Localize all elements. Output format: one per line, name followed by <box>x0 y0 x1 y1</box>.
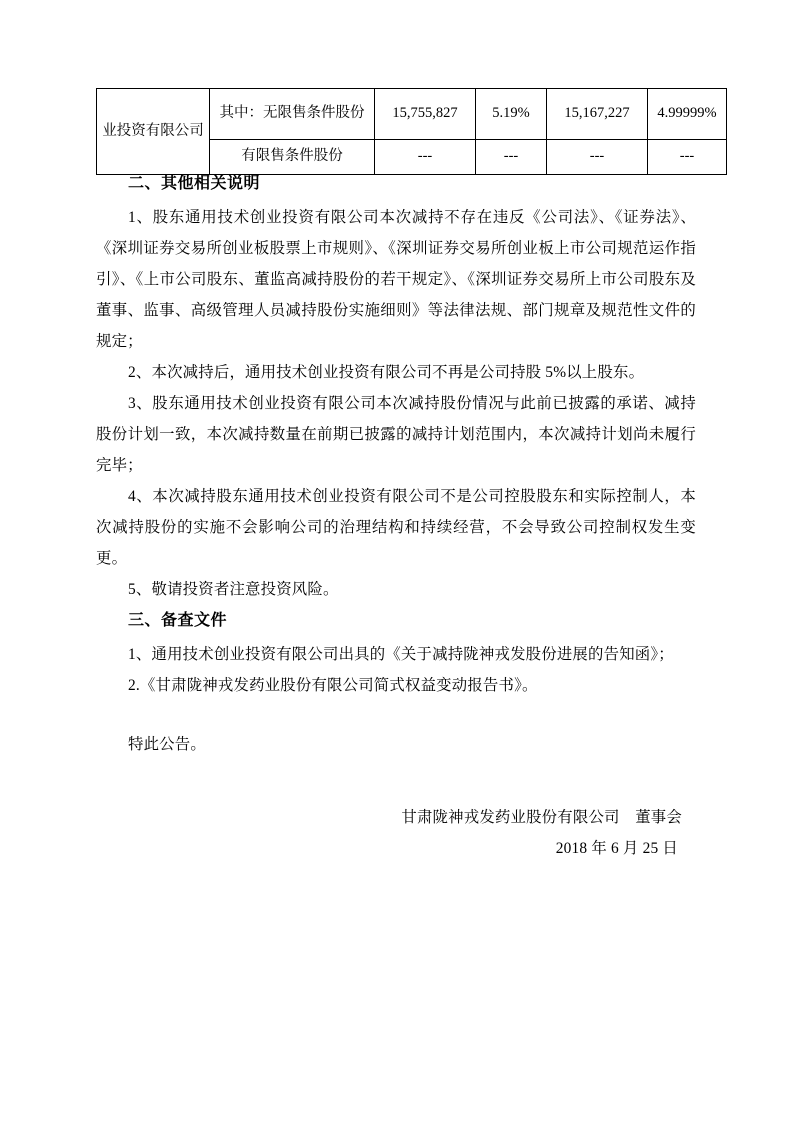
cell-share-type: 其中：无限售条件股份 <box>210 89 375 140</box>
table-row <box>97 89 727 140</box>
cell-after-pct: 4.99999% <box>648 89 727 140</box>
cell-before-count: 15,755,827 <box>375 89 476 140</box>
document-body <box>96 168 696 864</box>
signature-date: 2018 年 6 月 25 日 <box>555 840 678 857</box>
section-two-item-3: 3、股东通用技术创业投资有限公司本次减持股份情况与此前已披露的承诺、减持股份计划一致，本次减持数量在前期已披露的减持计划范围内，本次减持计划尚未履行完毕； <box>96 395 696 474</box>
section-two-item-4: 4、本次减持股东通用技术创业投资有限公司不是公司控股股东和实际控制人，本次减持股份的实施不会影响公司的治理结构和持续经营，不会导致公司控制权发生变更。 <box>96 488 696 567</box>
cell-after-pct: --- <box>648 140 727 175</box>
cell-shareholder-name: 业投资有限公司 <box>97 89 210 175</box>
signature-company: 甘肃陇神戎发药业股份有限公司 董事会 <box>401 809 682 826</box>
section-two-item-2: 2、本次减持后，通用技术创业投资有限公司不再是公司持股 5%以上股东。 <box>128 364 645 381</box>
cell-after-count: --- <box>547 140 648 175</box>
cell-after-count: 15,167,227 <box>547 89 648 140</box>
shares-table <box>96 88 727 175</box>
section-two-title: 二、其他相关说明 <box>128 175 261 192</box>
closing-statement: 特此公告。 <box>128 736 206 753</box>
shares-table-wrapper <box>96 88 717 175</box>
spacer <box>96 701 696 729</box>
section-two-item-5: 5、敬请投资者注意投资风险。 <box>128 581 339 598</box>
cell-before-count: --- <box>375 140 476 175</box>
cell-before-pct: --- <box>476 140 547 175</box>
section-two-item-1: 1、股东通用技术创业投资有限公司本次减持不存在违反《公司法》、《证券法》、《深圳证券交易所创业板股票上市规则》、《深圳证券交易所创业板上市公司规范运作指引》、《上市公司股东、董监高减持股份的若干规定》、《深圳证券交易所上市公司股东及董事、监事、高级管理人员减持股份实施细则》等法律法规、部门规章及规范性文件的规定； <box>96 209 696 350</box>
section-three-item-2: 2.《甘肃陇神戎发药业股份有限公司简式权益变动报告书》。 <box>128 677 538 694</box>
cell-share-type: 有限售条件股份 <box>210 140 375 175</box>
section-three-item-1: 1、通用技术创业投资有限公司出具的《关于减持陇神戎发股份进展的告知函》； <box>128 646 674 663</box>
cell-before-pct: 5.19% <box>476 89 547 140</box>
section-three-title: 三、备查文件 <box>128 612 228 629</box>
signature-block <box>96 802 696 864</box>
